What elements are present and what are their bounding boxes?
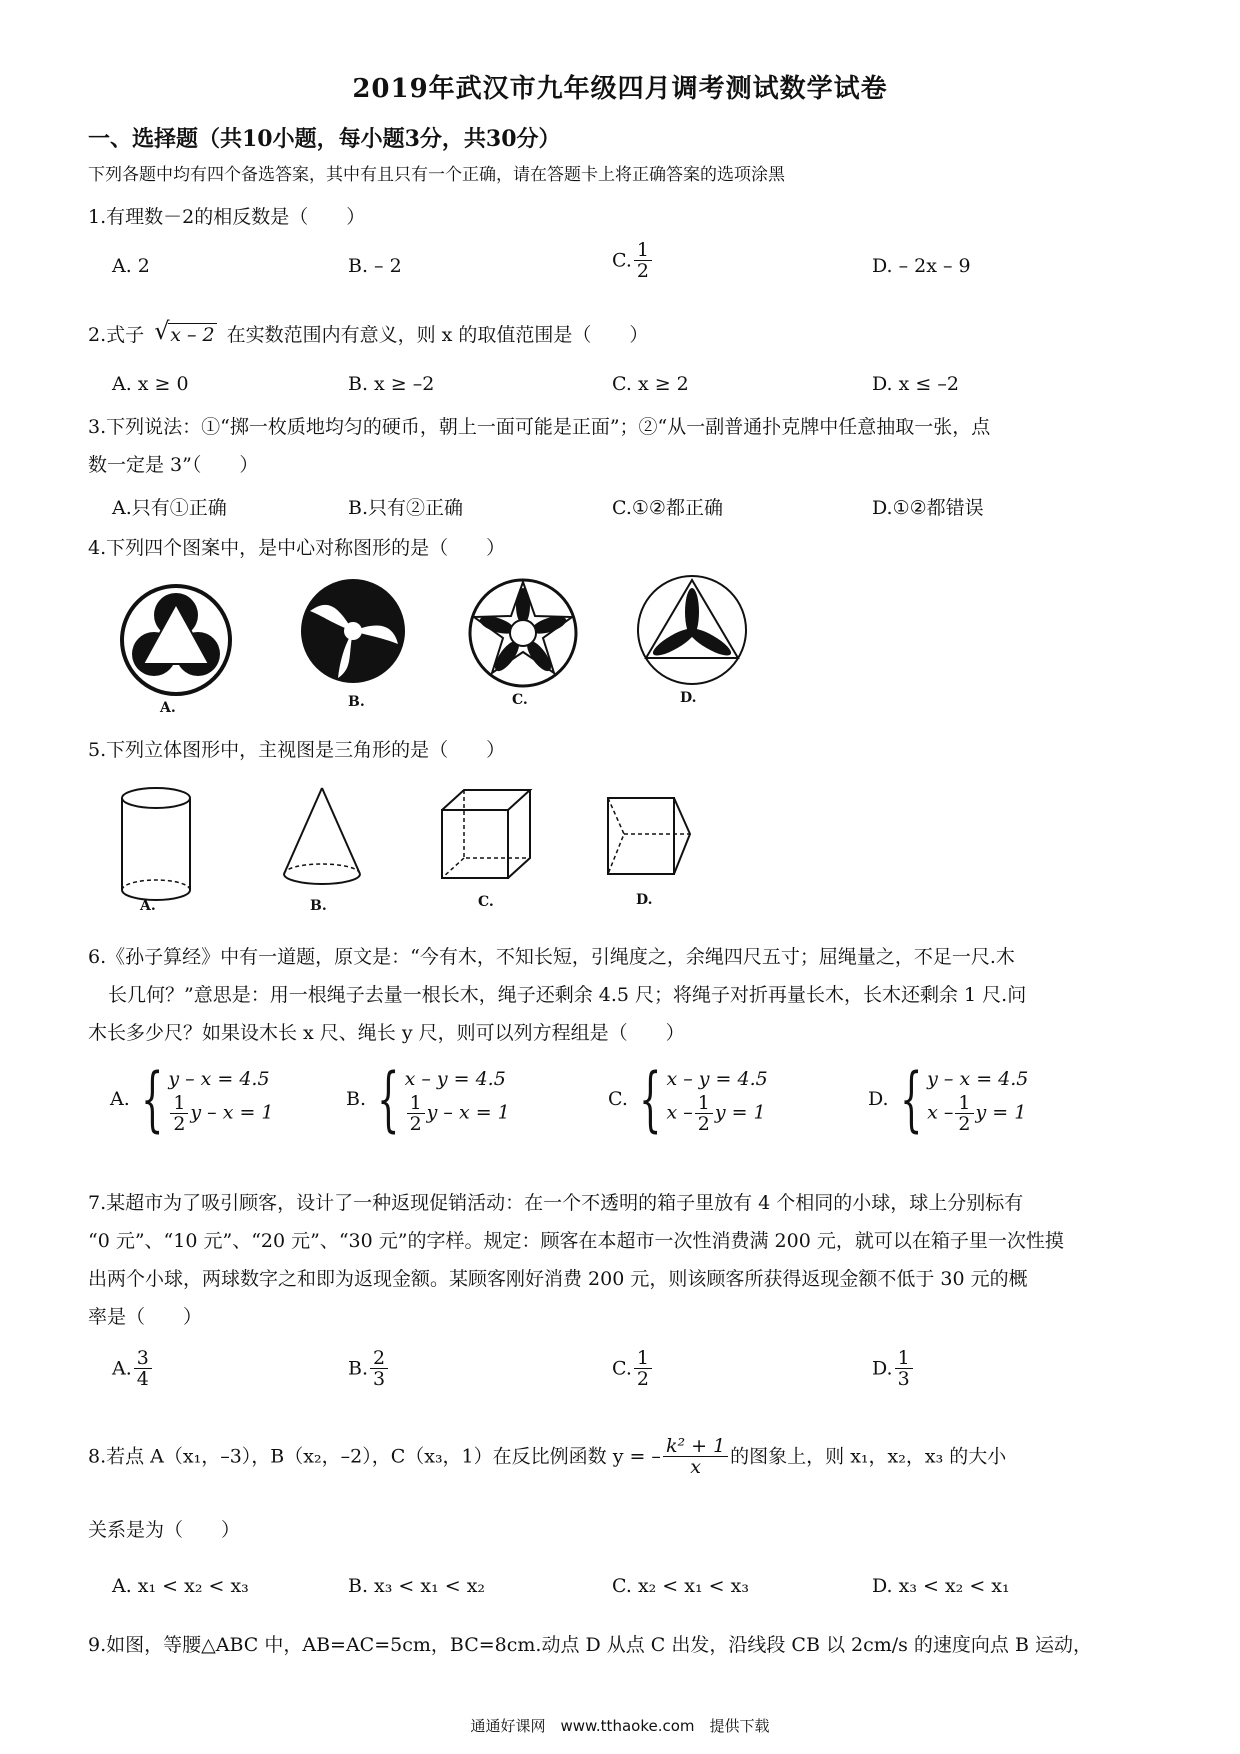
q6-option-a-label: A. [110,1088,130,1110]
q6-d-eq1: y – x = 4.5 [927,1067,1029,1090]
q7-option-b-label: B. [348,1357,369,1380]
q2-option-d: D. x ≤ –2 [872,373,959,395]
question-4-stem: 4.下列四个图案中，是中心对称图形的是（ ） [88,537,506,559]
q8-option-a: A. x₁ < x₂ < x₃ [112,1575,249,1597]
question-5-stem: 5.下列立体图形中，主视图是三角形的是（ ） [88,739,506,761]
q6-d-eq2-pre: x – [927,1101,954,1123]
q6-d-num: 1 [955,1093,973,1114]
q6-c-eq2-pre: x – [666,1101,693,1123]
sqrt-symbol: √ [154,317,170,345]
q7-b-num: 2 [370,1348,388,1369]
q7-option-c-label: C. [612,1357,632,1380]
page-title: 2019年武汉市九年级四月调考测试数学试卷 [352,74,888,104]
q5-cube-figure [436,786,536,886]
q5-label-a: A. [140,898,156,914]
q4-figure-c-pattern [466,576,580,690]
q6-option-d [868,1058,1029,1140]
q6-b-eq1: x – y = 4.5 [404,1067,506,1090]
q8-stem-pre: 8.若点 A（x₁，–3），B（x₂，–2），C（x₃，1）在反比例函数 y = – [88,1445,661,1468]
q7-option-b [348,1348,390,1389]
q2-option-c: C. x ≥ 2 [612,373,689,395]
q6-option-c-system [666,1065,767,1134]
q5-cone-figure [280,784,364,894]
section-heading: 一、选择题（共10小题，每小题3分，共30分） [88,126,561,152]
q7-b-den: 3 [373,1368,386,1390]
q3-option-b: B.只有②正确 [348,497,464,519]
q6-a-num: 1 [170,1093,188,1114]
q4-label-b: B. [348,694,365,710]
question-6-line-2: 长几何？”意思是：用一根绳子去量一根长木，绳子还剩余 4.5 尺；将绳子对折再量长木，长木还剩余 1 尺.问 [108,984,1027,1006]
q5-label-c: C. [478,894,494,910]
q5-label-d: D. [636,892,653,908]
q4-figure-d-pattern [634,572,750,688]
q6-c-eq1: x – y = 4.5 [666,1067,768,1090]
footer-source: 通通好课网 www.tthaoke.com 提供下载 [470,1717,770,1735]
question-3-line-2: 数一定是 3”（ ） [88,454,259,476]
question-7-line-2: “0 元”、“10 元”、“20 元”、“30 元”的字样。规定：顾客在本超市一次性消费满 200 元，就可以在箱子里一次性摸 [88,1230,1064,1252]
q7-option-c [612,1348,654,1389]
q4-figure-b-pattern [298,576,408,686]
q6-b-num: 1 [407,1093,425,1114]
q1-option-c-label: C. [612,249,632,272]
q4-label-a: A. [160,700,176,716]
q6-c-num: 1 [695,1093,713,1114]
q8-option-d: D. x₃ < x₂ < x₁ [872,1575,1010,1597]
q5-cylinder-figure [116,786,196,906]
q6-b-eq2 [405,1093,510,1134]
q7-c-num: 1 [634,1348,652,1369]
question-6-line-3: 木长多少尺？如果设木长 x 尺、绳长 y 尺，则可以列方程组是（ ） [88,1022,685,1044]
q6-option-b-label: B. [346,1088,367,1110]
q1-option-c [612,240,654,281]
question-7-line-1: 7.某超市为了吸引顾客，设计了一种返现促销活动：在一个不透明的箱子里放有 4 个相同的小球，球上分别标有 [88,1192,1024,1214]
brace-symbol: { [639,1058,662,1140]
q6-option-c [608,1058,768,1140]
q6-option-d-system [927,1065,1028,1134]
q4-label-c: C. [512,692,528,708]
q7-a-den: 4 [136,1368,149,1390]
q7-option-d-label: D. [872,1357,893,1380]
q6-d-eq2-post: y = 1 [975,1101,1027,1123]
q4-figure-a-pattern [118,582,234,698]
q1-c-numerator: 1 [634,240,652,261]
q8-option-c: C. x₂ < x₁ < x₃ [612,1575,749,1597]
q8-num: k² + 1 [663,1436,728,1457]
q7-option-d [872,1348,915,1389]
q1-c-denominator: 2 [636,260,649,282]
q7-option-a [112,1348,154,1389]
brace-symbol: { [899,1058,923,1140]
question-9-line-1: 9.如图，等腰△ABC 中，AB=AC=5cm，BC=8cm.动点 D 从点 C 出发，沿线段 CB 以 2cm/s 的速度向点 B 运动， [88,1634,1092,1656]
q7-d-den: 3 [897,1368,910,1390]
q6-option-a [110,1058,274,1140]
q6-a-den: 2 [173,1112,186,1135]
q6-c-den: 2 [697,1112,710,1135]
question-6-line-1: 6.《孙子算经》中有一道题，原文是：“今有木，不知长短，引绳度之，余绳四尺五寸；屈绳量之，不足一尺.木 [88,946,1015,968]
q7-d-num: 1 [895,1348,913,1369]
q7-a-num: 3 [134,1348,152,1369]
q8-option-b: B. x₃ < x₁ < x₂ [348,1575,486,1597]
q3-option-c: C.①②都正确 [612,497,723,519]
question-8-stem [88,1436,1006,1477]
q7-option-a-label: A. [112,1357,132,1380]
q6-option-a-system [168,1065,273,1134]
q5-prism-figure [604,794,694,884]
brace-symbol: { [140,1058,164,1140]
question-3-line-1: 3.下列说法：①“掷一枚质地均匀的硬币，朝上一面可能是正面”；②“从一副普通扑克牌中任意抽取一张，点 [88,416,991,438]
q1-option-a: A. 2 [112,255,150,277]
brace-symbol: { [377,1058,400,1140]
q5-label-b: B. [310,898,327,914]
q1-option-b: B. – 2 [348,255,402,277]
q4-label-d: D. [680,690,697,706]
instruction-text: 下列各题中均有四个备选答案，其中有且只有一个正确，请在答题卡上将正确答案的选项涂黑 [88,165,785,185]
q6-option-b [346,1058,510,1140]
q2-option-a: A. x ≥ 0 [112,373,189,395]
q2-stem-post: 在实数范围内有意义，则 x 的取值范围是（ ） [226,324,649,346]
q1-option-d: D. – 2x – 9 [872,255,971,277]
q6-d-den: 2 [958,1112,971,1135]
q8-stem-post: 的图象上，则 x₁，x₂，x₃ 的大小 [730,1445,1007,1468]
q2-option-b: B. x ≥ –2 [348,373,435,395]
question-7-line-3: 出两个小球，两球数字之和即为返现金额。某顾客刚好消费 200 元，则该顾客所获得返现金额不低于 30 元的概 [88,1268,1028,1290]
q7-c-den: 2 [636,1368,649,1390]
q3-option-d: D.①②都错误 [872,497,984,519]
question-1-stem: 1.有理数－2的相反数是（ ） [88,206,366,228]
question-7-line-4: 率是（ ） [88,1306,203,1328]
q6-option-c-label: C. [608,1088,628,1110]
q6-option-b-system [405,1065,510,1134]
q6-c-eq2 [666,1093,767,1134]
q6-c-eq2-post: y = 1 [714,1101,766,1123]
sqrt-expression [154,317,216,348]
q6-a-eq2-post: y – x = 1 [190,1101,274,1123]
q3-option-a: A.只有①正确 [112,497,227,519]
q6-a-eq1: y – x = 4.5 [168,1067,270,1090]
q8-den: x [690,1456,701,1478]
question-8-line-2: 关系是为（ ） [88,1519,241,1541]
q6-a-eq2 [168,1093,273,1134]
q6-b-eq2-post: y – x = 1 [426,1101,510,1123]
q2-stem-pre: 2.式子 [88,324,145,346]
sqrt-radicand: x – 2 [170,324,215,346]
q6-b-den: 2 [409,1112,422,1135]
question-2-stem [88,317,649,348]
q6-option-d-label: D. [868,1088,889,1110]
q6-d-eq2 [927,1093,1028,1134]
